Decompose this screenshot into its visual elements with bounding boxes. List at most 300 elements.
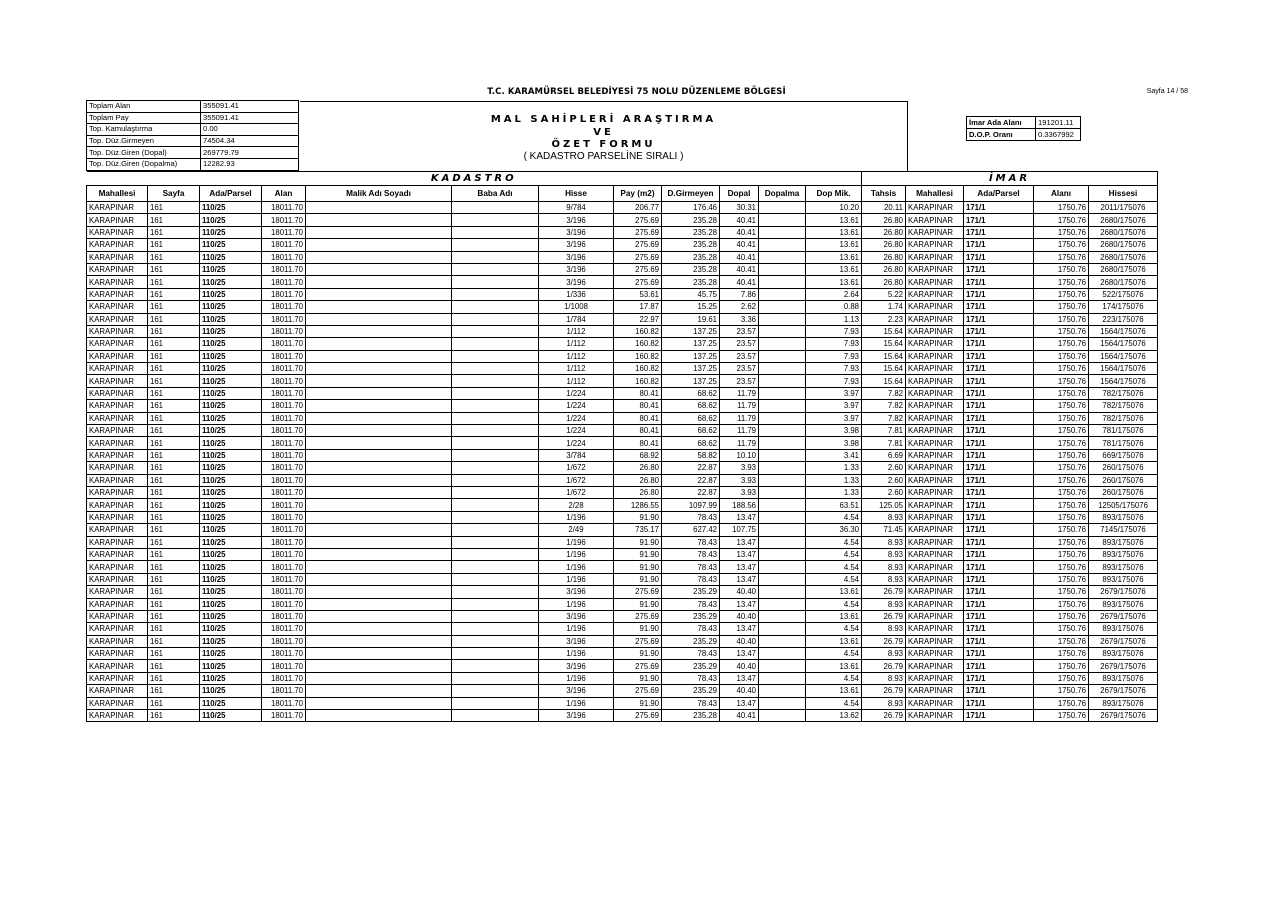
cell-dopal: 11.79 (720, 400, 759, 412)
cell-dop-mik: 4.54 (806, 697, 862, 709)
cell-hissesi: 782/175076 (1089, 387, 1158, 399)
cell-hissesi: 782/175076 (1089, 400, 1158, 412)
cell-tahsis: 15.64 (862, 350, 906, 362)
cell-hissesi: 1564/175076 (1089, 325, 1158, 337)
cell-imar-mahallesi: KARAPINAR (906, 425, 964, 437)
summary-row (87, 135, 299, 147)
cell-ada-parsel: 110/25 (200, 263, 262, 275)
cell-dopalma (759, 375, 806, 387)
cell-d-girmeyen: 137.25 (662, 375, 720, 387)
cell-imar-ada-parsel: 171/1 (964, 486, 1034, 498)
cell-ada-parsel: 110/25 (200, 226, 262, 238)
cell-mahallesi: KARAPINAR (87, 635, 148, 647)
cell-dopal: 11.79 (720, 437, 759, 449)
cell-baba (452, 561, 539, 573)
cell-alan: 18011.70 (262, 202, 306, 214)
cell-dopal: 3.93 (720, 474, 759, 486)
cell-hisse: 3/196 (539, 214, 614, 226)
cell-d-girmeyen: 68.62 (662, 412, 720, 424)
cell-ada-parsel: 110/25 (200, 363, 262, 375)
cell-tahsis: 8.93 (862, 573, 906, 585)
cell-hissesi: 223/175076 (1089, 313, 1158, 325)
cell-baba (452, 437, 539, 449)
cell-mahallesi: KARAPINAR (87, 573, 148, 585)
cell-baba (452, 623, 539, 635)
cell-pay: 26.80 (614, 474, 662, 486)
cell-alan: 18011.70 (262, 363, 306, 375)
cell-malik (306, 239, 452, 251)
cell-baba (452, 486, 539, 498)
cell-baba (452, 202, 539, 214)
cell-dopalma (759, 214, 806, 226)
cell-alan: 18011.70 (262, 499, 306, 511)
cell-hisse: 1/112 (539, 375, 614, 387)
cell-mahallesi: KARAPINAR (87, 462, 148, 474)
cell-imar-mahallesi: KARAPINAR (906, 313, 964, 325)
form-title-line3: ÖZET FORMU (551, 139, 656, 150)
cell-d-girmeyen: 78.43 (662, 672, 720, 684)
cell-d-girmeyen: 78.43 (662, 623, 720, 635)
cell-hisse: 1/112 (539, 338, 614, 350)
cell-imar-ada-parsel: 171/1 (964, 276, 1034, 288)
cell-hissesi: 260/175076 (1089, 486, 1158, 498)
cell-hisse: 1/1008 (539, 301, 614, 313)
cell-dop-mik: 3.97 (806, 400, 862, 412)
cell-tahsis: 26.79 (862, 610, 906, 622)
cell-alan: 18011.70 (262, 387, 306, 399)
cell-mahallesi: KARAPINAR (87, 474, 148, 486)
cell-imar-mahallesi: KARAPINAR (906, 437, 964, 449)
cell-hisse: 3/196 (539, 685, 614, 697)
cell-dopalma (759, 313, 806, 325)
cell-hisse: 1/196 (539, 648, 614, 660)
table-row (87, 648, 1158, 660)
cell-sayfa: 161 (148, 697, 200, 709)
cell-d-girmeyen: 68.62 (662, 400, 720, 412)
cell-dop-mik: 4.54 (806, 672, 862, 684)
cell-dopalma (759, 288, 806, 300)
table-row (87, 387, 1158, 399)
cell-d-girmeyen: 235.28 (662, 251, 720, 263)
cell-tahsis: 26.80 (862, 226, 906, 238)
cell-dopalma (759, 598, 806, 610)
cell-imar-ada-parsel: 171/1 (964, 301, 1034, 313)
table-row (87, 276, 1158, 288)
table-row (87, 449, 1158, 461)
cell-d-girmeyen: 137.25 (662, 338, 720, 350)
cell-malik (306, 524, 452, 536)
cell-baba (452, 350, 539, 362)
cell-alani: 1750.76 (1034, 635, 1089, 647)
cell-alan: 18011.70 (262, 561, 306, 573)
cell-alan: 18011.70 (262, 672, 306, 684)
cell-dop-mik: 13.62 (806, 710, 862, 722)
cell-imar-ada-parsel: 171/1 (964, 449, 1034, 461)
cell-hisse: 3/196 (539, 263, 614, 275)
cell-pay: 275.69 (614, 214, 662, 226)
table-row (87, 425, 1158, 437)
cell-hisse: 3/196 (539, 610, 614, 622)
cell-imar-ada-parsel: 171/1 (964, 511, 1034, 523)
cell-malik (306, 672, 452, 684)
cell-tahsis: 26.80 (862, 251, 906, 263)
cell-d-girmeyen: 235.28 (662, 710, 720, 722)
cell-dopal: 40.40 (720, 685, 759, 697)
summary-row (87, 147, 299, 159)
cell-hisse: 1/336 (539, 288, 614, 300)
table-row (87, 586, 1158, 598)
cell-pay: 275.69 (614, 276, 662, 288)
cell-imar-mahallesi: KARAPINAR (906, 239, 964, 251)
cell-mahallesi: KARAPINAR (87, 660, 148, 672)
cell-dopalma (759, 425, 806, 437)
cell-alani: 1750.76 (1034, 276, 1089, 288)
cell-mahallesi: KARAPINAR (87, 400, 148, 412)
col-imar-ada-parsel: Ada/Parsel (964, 186, 1034, 202)
cell-hissesi: 669/175076 (1089, 449, 1158, 461)
cell-mahallesi: KARAPINAR (87, 276, 148, 288)
cell-pay: 160.82 (614, 338, 662, 350)
cell-baba (452, 710, 539, 722)
cell-tahsis: 2.60 (862, 462, 906, 474)
cell-dopalma (759, 660, 806, 672)
cell-imar-mahallesi: KARAPINAR (906, 598, 964, 610)
cell-alan: 18011.70 (262, 462, 306, 474)
cell-pay: 91.90 (614, 548, 662, 560)
cell-tahsis: 7.81 (862, 425, 906, 437)
table-row (87, 697, 1158, 709)
cell-baba (452, 635, 539, 647)
cell-pay: 80.41 (614, 437, 662, 449)
cell-tahsis: 2.60 (862, 474, 906, 486)
table-row (87, 672, 1158, 684)
cell-imar-mahallesi: KARAPINAR (906, 375, 964, 387)
col-alani: Alanı (1034, 186, 1089, 202)
cell-tahsis: 8.93 (862, 648, 906, 660)
cell-ada-parsel: 110/25 (200, 462, 262, 474)
ownership-table (86, 171, 1158, 722)
cell-hissesi: 1564/175076 (1089, 350, 1158, 362)
cell-sayfa: 161 (148, 276, 200, 288)
col-dopal: Dopal (720, 186, 759, 202)
cell-sayfa: 161 (148, 239, 200, 251)
cell-mahallesi: KARAPINAR (87, 697, 148, 709)
cell-malik (306, 648, 452, 660)
summary-value: 0.00 (201, 124, 299, 136)
cell-tahsis: 15.64 (862, 375, 906, 387)
cell-alan: 18011.70 (262, 437, 306, 449)
cell-pay: 91.90 (614, 697, 662, 709)
cell-baba (452, 573, 539, 585)
summary-label: Toplam Pay (87, 112, 201, 124)
cell-hissesi: 2680/175076 (1089, 226, 1158, 238)
cell-baba (452, 462, 539, 474)
cell-alani: 1750.76 (1034, 437, 1089, 449)
cell-tahsis: 8.93 (862, 548, 906, 560)
cell-dop-mik: 7.93 (806, 350, 862, 362)
form-heading (300, 101, 908, 172)
cell-hisse: 2/28 (539, 499, 614, 511)
cell-malik (306, 288, 452, 300)
cell-baba (452, 276, 539, 288)
imar-area-value: 191201.11 (1036, 117, 1081, 129)
cell-pay: 91.90 (614, 598, 662, 610)
cell-hissesi: 1564/175076 (1089, 338, 1158, 350)
cell-d-girmeyen: 235.28 (662, 239, 720, 251)
cell-mahallesi: KARAPINAR (87, 263, 148, 275)
cell-imar-mahallesi: KARAPINAR (906, 548, 964, 560)
cell-dopal: 40.41 (720, 214, 759, 226)
cell-alani: 1750.76 (1034, 202, 1089, 214)
cell-baba (452, 648, 539, 660)
cell-baba (452, 586, 539, 598)
cell-hisse: 1/196 (539, 573, 614, 585)
cell-dop-mik: 7.93 (806, 325, 862, 337)
cell-hisse: 3/196 (539, 660, 614, 672)
cell-ada-parsel: 110/25 (200, 685, 262, 697)
cell-ada-parsel: 110/25 (200, 561, 262, 573)
summary-row (87, 124, 299, 136)
cell-imar-ada-parsel: 171/1 (964, 697, 1034, 709)
cell-malik (306, 548, 452, 560)
cell-imar-ada-parsel: 171/1 (964, 660, 1034, 672)
cell-sayfa: 161 (148, 623, 200, 635)
cell-hissesi: 782/175076 (1089, 412, 1158, 424)
cell-hissesi: 1564/175076 (1089, 375, 1158, 387)
cell-mahallesi: KARAPINAR (87, 325, 148, 337)
cell-hissesi: 2680/175076 (1089, 214, 1158, 226)
cell-ada-parsel: 110/25 (200, 511, 262, 523)
cell-dopalma (759, 697, 806, 709)
cell-d-girmeyen: 627.42 (662, 524, 720, 536)
cell-dopal: 13.47 (720, 598, 759, 610)
cell-sayfa: 161 (148, 313, 200, 325)
cell-alani: 1750.76 (1034, 524, 1089, 536)
cell-sayfa: 161 (148, 536, 200, 548)
cell-d-girmeyen: 137.25 (662, 325, 720, 337)
cell-imar-mahallesi: KARAPINAR (906, 276, 964, 288)
cell-sayfa: 161 (148, 363, 200, 375)
cell-mahallesi: KARAPINAR (87, 425, 148, 437)
cell-dopalma (759, 486, 806, 498)
cell-alan: 18011.70 (262, 325, 306, 337)
cell-ada-parsel: 110/25 (200, 672, 262, 684)
cell-dopal: 40.41 (720, 251, 759, 263)
table-row (87, 301, 1158, 313)
cell-dop-mik: 3.97 (806, 412, 862, 424)
cell-alani: 1750.76 (1034, 338, 1089, 350)
cell-baba (452, 226, 539, 238)
cell-imar-ada-parsel: 171/1 (964, 623, 1034, 635)
cell-imar-mahallesi: KARAPINAR (906, 524, 964, 536)
cell-hissesi: 260/175076 (1089, 474, 1158, 486)
cell-alani: 1750.76 (1034, 301, 1089, 313)
cell-tahsis: 26.80 (862, 263, 906, 275)
cell-mahallesi: KARAPINAR (87, 598, 148, 610)
cell-baba (452, 375, 539, 387)
cell-mahallesi: KARAPINAR (87, 648, 148, 660)
cell-ada-parsel: 110/25 (200, 338, 262, 350)
cell-imar-ada-parsel: 171/1 (964, 400, 1034, 412)
cell-malik (306, 536, 452, 548)
cell-alan: 18011.70 (262, 474, 306, 486)
cell-hissesi: 1564/175076 (1089, 363, 1158, 375)
table-row (87, 202, 1158, 214)
cell-pay: 275.69 (614, 263, 662, 275)
cell-imar-ada-parsel: 171/1 (964, 313, 1034, 325)
col-malik: Malik Adı Soyadı (306, 186, 452, 202)
cell-dopal: 13.47 (720, 536, 759, 548)
cell-malik (306, 226, 452, 238)
cell-mahallesi: KARAPINAR (87, 313, 148, 325)
cell-imar-ada-parsel: 171/1 (964, 524, 1034, 536)
cell-hisse: 1/672 (539, 474, 614, 486)
cell-malik (306, 710, 452, 722)
cell-alan: 18011.70 (262, 313, 306, 325)
cell-hissesi: 2679/175076 (1089, 660, 1158, 672)
cell-hissesi: 893/175076 (1089, 561, 1158, 573)
cell-hissesi: 893/175076 (1089, 598, 1158, 610)
cell-dopal: 40.40 (720, 586, 759, 598)
cell-alani: 1750.76 (1034, 226, 1089, 238)
cell-mahallesi: KARAPINAR (87, 536, 148, 548)
cell-ada-parsel: 110/25 (200, 313, 262, 325)
cell-sayfa: 161 (148, 635, 200, 647)
cell-dop-mik: 36.30 (806, 524, 862, 536)
cell-malik (306, 375, 452, 387)
cell-pay: 26.80 (614, 462, 662, 474)
cell-sayfa: 161 (148, 486, 200, 498)
cell-hissesi: 2679/175076 (1089, 586, 1158, 598)
cell-pay: 91.90 (614, 561, 662, 573)
table-row (87, 363, 1158, 375)
table-row (87, 635, 1158, 647)
cell-ada-parsel: 110/25 (200, 449, 262, 461)
cell-dopal: 40.40 (720, 660, 759, 672)
cell-ada-parsel: 110/25 (200, 524, 262, 536)
cell-ada-parsel: 110/25 (200, 202, 262, 214)
cell-malik (306, 251, 452, 263)
cell-mahallesi: KARAPINAR (87, 672, 148, 684)
cell-imar-ada-parsel: 171/1 (964, 338, 1034, 350)
cell-d-girmeyen: 235.28 (662, 214, 720, 226)
cell-malik (306, 263, 452, 275)
cell-imar-ada-parsel: 171/1 (964, 474, 1034, 486)
cell-dopalma (759, 350, 806, 362)
cell-pay: 91.90 (614, 623, 662, 635)
cell-dop-mik: 0.88 (806, 301, 862, 313)
cell-hisse: 1/112 (539, 325, 614, 337)
cell-d-girmeyen: 22.87 (662, 474, 720, 486)
cell-alani: 1750.76 (1034, 375, 1089, 387)
cell-alani: 1750.76 (1034, 610, 1089, 622)
summary-value: 12282.93 (201, 158, 299, 170)
cell-malik (306, 561, 452, 573)
cell-tahsis: 7.81 (862, 437, 906, 449)
cell-alan: 18011.70 (262, 350, 306, 362)
cell-mahallesi: KARAPINAR (87, 561, 148, 573)
cell-malik (306, 610, 452, 622)
table-row (87, 375, 1158, 387)
cell-d-girmeyen: 137.25 (662, 363, 720, 375)
cell-malik (306, 313, 452, 325)
table-row (87, 598, 1158, 610)
cell-pay: 275.69 (614, 685, 662, 697)
cell-baba (452, 610, 539, 622)
cell-tahsis: 15.64 (862, 325, 906, 337)
cell-alani: 1750.76 (1034, 425, 1089, 437)
cell-hissesi: 2679/175076 (1089, 635, 1158, 647)
cell-alani: 1750.76 (1034, 412, 1089, 424)
cell-baba (452, 536, 539, 548)
cell-dopal: 40.40 (720, 610, 759, 622)
cell-pay: 275.69 (614, 239, 662, 251)
cell-dop-mik: 7.93 (806, 338, 862, 350)
cell-dopalma (759, 474, 806, 486)
summary-label: Toplam Alan (87, 101, 201, 113)
cell-hissesi: 893/175076 (1089, 623, 1158, 635)
cell-dopal: 13.47 (720, 648, 759, 660)
cell-hissesi: 893/175076 (1089, 536, 1158, 548)
cell-alan: 18011.70 (262, 685, 306, 697)
cell-ada-parsel: 110/25 (200, 437, 262, 449)
cell-dopalma (759, 276, 806, 288)
cell-dopal: 40.41 (720, 263, 759, 275)
summary-value: 74504.34 (201, 135, 299, 147)
cell-alan: 18011.70 (262, 598, 306, 610)
cell-baba (452, 251, 539, 263)
cell-pay: 160.82 (614, 350, 662, 362)
cell-malik (306, 598, 452, 610)
cell-dopalma (759, 623, 806, 635)
cell-malik (306, 586, 452, 598)
cell-tahsis: 8.93 (862, 697, 906, 709)
cell-sayfa: 161 (148, 425, 200, 437)
cell-tahsis: 2.60 (862, 486, 906, 498)
cell-dopal: 40.41 (720, 710, 759, 722)
cell-imar-ada-parsel: 171/1 (964, 214, 1034, 226)
cell-ada-parsel: 110/25 (200, 710, 262, 722)
cell-dopalma (759, 226, 806, 238)
cell-sayfa: 161 (148, 412, 200, 424)
cell-sayfa: 161 (148, 573, 200, 585)
cell-hissesi: 522/175076 (1089, 288, 1158, 300)
cell-tahsis: 8.93 (862, 623, 906, 635)
cell-hissesi: 893/175076 (1089, 648, 1158, 660)
cell-imar-ada-parsel: 171/1 (964, 586, 1034, 598)
imar-group-header: İMAR (862, 172, 1158, 186)
cell-sayfa: 161 (148, 449, 200, 461)
cell-baba (452, 660, 539, 672)
col-ada-parsel: Ada/Parsel (200, 186, 262, 202)
cell-dopalma (759, 511, 806, 523)
cell-d-girmeyen: 15.25 (662, 301, 720, 313)
cell-pay: 17.87 (614, 301, 662, 313)
cell-imar-ada-parsel: 171/1 (964, 548, 1034, 560)
cell-alan: 18011.70 (262, 239, 306, 251)
cell-malik (306, 214, 452, 226)
cell-mahallesi: KARAPINAR (87, 449, 148, 461)
cell-hissesi: 893/175076 (1089, 697, 1158, 709)
cell-d-girmeyen: 235.28 (662, 226, 720, 238)
cell-hissesi: 893/175076 (1089, 548, 1158, 560)
cell-tahsis: 6.69 (862, 449, 906, 461)
cell-dopal: 13.47 (720, 511, 759, 523)
cell-dopal: 13.47 (720, 573, 759, 585)
cell-ada-parsel: 110/25 (200, 239, 262, 251)
summary-table (86, 100, 299, 171)
cell-alani: 1750.76 (1034, 387, 1089, 399)
